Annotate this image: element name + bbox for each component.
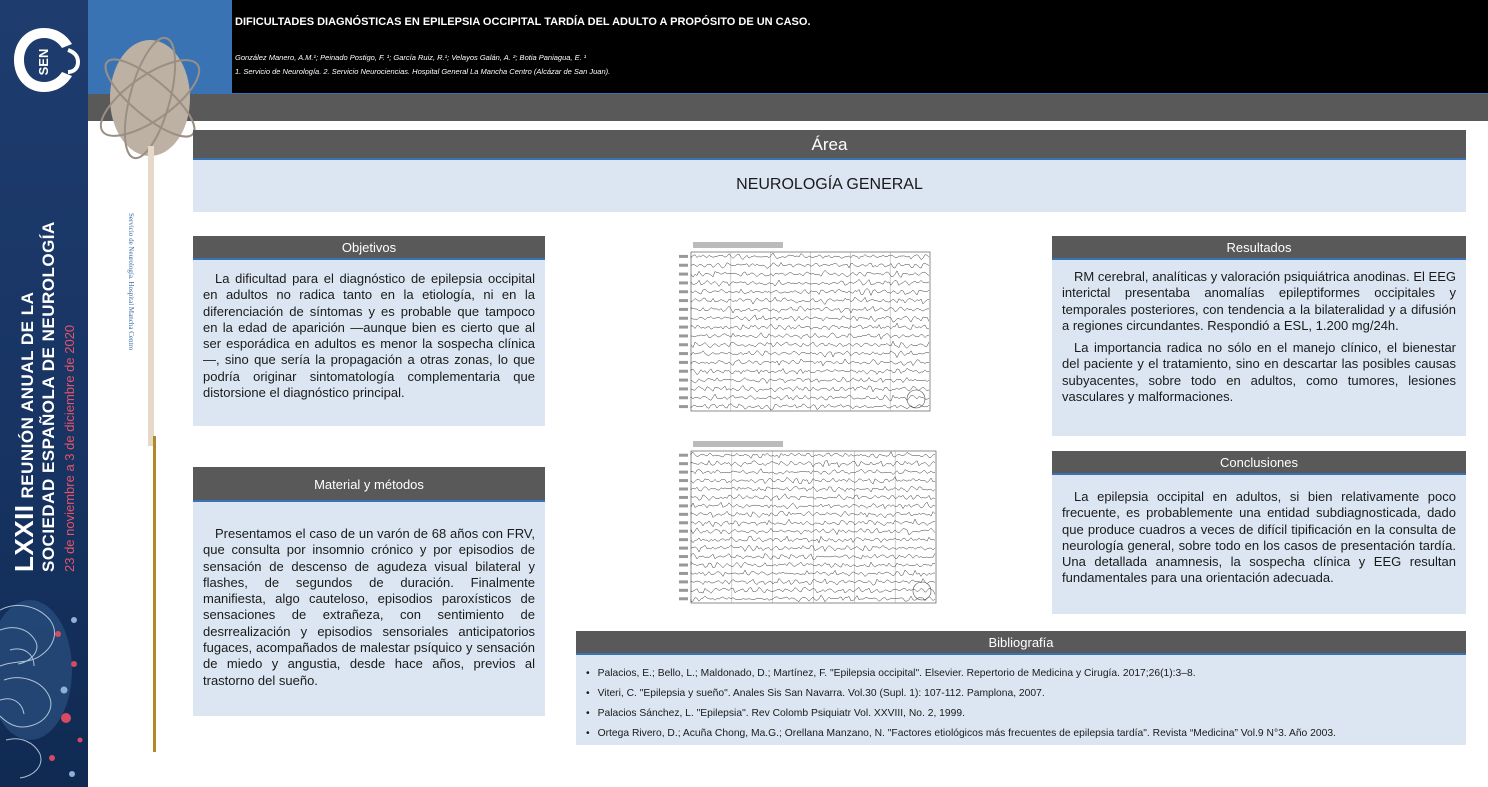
- bibliografia-panel: [576, 631, 1466, 745]
- eeg-channel-label: [679, 396, 688, 399]
- eeg-channel-label: [679, 555, 688, 558]
- eeg-channel-trace: [691, 570, 935, 576]
- area-heading: Área: [193, 130, 1466, 160]
- eeg-channel-label: [679, 379, 688, 382]
- eeg-channel-label: [679, 264, 688, 267]
- material-panel: [193, 467, 545, 716]
- eeg-figure-2: [677, 439, 940, 617]
- eeg-channel-trace: [691, 368, 929, 374]
- eeg-channel-trace: [691, 288, 929, 295]
- eeg-channel-label: [679, 564, 688, 567]
- eeg-channel-label: [679, 317, 688, 320]
- eeg-channel-label: [679, 281, 688, 284]
- bibliografia-heading: Bibliografía: [576, 631, 1466, 655]
- congress-sidebar: [0, 0, 88, 787]
- eeg-channel-trace: [691, 404, 929, 410]
- eeg-channel-label: [679, 538, 688, 541]
- eeg-channel-label: [679, 513, 688, 516]
- eeg-channel-label: [679, 299, 688, 302]
- eeg-channel-trace: [691, 377, 929, 383]
- objetivos-text: La dificultad para el diagnóstico de epilepsia occipital en adultos no radica tanto en la etiología, ni en la diferenciación de síntomas y es probable que tampoco en la edad de aparición —aunque bien es cierto que al ser esporádica en adultos es menor la sospecha clínica—, sino que sería la propagación a otras zonas, lo que podría originar sintomatología complementaria que distorsione el diagnóstico principal.: [203, 271, 535, 401]
- eeg-channel-trace: [691, 578, 935, 585]
- congress-number: LXXII: [9, 504, 39, 572]
- bibliografia-item: • Ortega Rivero, D.; Acuña Chong, Ma.G.; Orellana Manzano, N. "Factores etiológicos más frecuentes de epilepsia tardía". Revista “Medicina” Vol.9 N°3. Año 2003.: [586, 724, 1456, 744]
- eeg-electrode-map-icon: [913, 582, 931, 600]
- eeg-channel-trace: [691, 297, 929, 305]
- material-heading: Material y métodos: [193, 467, 545, 502]
- eeg-channel-trace: [691, 494, 935, 501]
- eeg-channel-trace: [691, 536, 935, 543]
- eeg-channel-label: [679, 326, 688, 329]
- eeg-channel-label: [679, 361, 688, 364]
- eeg-channel-label: [679, 504, 688, 507]
- eeg-channel-trace: [691, 279, 929, 286]
- eeg-header-text: [693, 242, 783, 248]
- atom-pin-icon: [92, 6, 202, 766]
- conclusiones-panel: [1052, 451, 1466, 614]
- congress-dates: 23 de noviembre a 3 de diciembre de 2020: [62, 324, 77, 572]
- eeg-channel-trace: [691, 477, 935, 484]
- eeg-channel-label: [679, 343, 688, 346]
- conclusiones-text: La epilepsia occipital en adultos, si bien relativamente poco frecuente, es probablemente una entidad subdiagnosticada, dado que produce cuadros a veces de difícil tipificación en la consulta de neurología general, sobre todo en los casos de presentación tardía. Una detallada anamnesis, la sospecha clínica y EEG resultan fundamentales para una orientación adecuada.: [1062, 489, 1456, 586]
- poster-affiliations: 1. Servicio de Neurología. 2. Servicio Neurociencias. Hospital General La Mancha Centro (Alcázar de San Juan).: [235, 67, 611, 76]
- eeg-channel-label: [679, 405, 688, 408]
- bibliografia-list: [576, 655, 1466, 744]
- eeg-channel-trace: [691, 545, 935, 552]
- resultados-paragraph: La importancia radica no sólo en el manejo clínico, el bienestar del paciente y el tratamiento, sino en descartar las posibles causas subyacentes, sobre todo en adultos, como tumores, lesiones vasculares y malformaciones.: [1062, 340, 1456, 405]
- eeg-channel-trace: [691, 253, 929, 260]
- eeg-channel-trace: [691, 587, 935, 594]
- congress-line2: SOCIEDAD ESPAÑOLA DE NEUROLOGÍA: [39, 221, 58, 572]
- brain-illustration-icon: [0, 590, 88, 787]
- eeg-channel-label: [679, 479, 688, 482]
- eeg-channel-trace: [691, 351, 929, 358]
- eeg-channel-label: [679, 255, 688, 258]
- eeg-channel-trace: [691, 595, 935, 602]
- resultados-heading: Resultados: [1052, 236, 1466, 260]
- objetivos-panel: [193, 236, 545, 426]
- eeg-channel-label: [679, 290, 688, 293]
- eeg-channel-trace: [691, 452, 935, 459]
- area-panel: [193, 130, 1466, 212]
- eeg-channel-label: [679, 352, 688, 355]
- eeg-channel-label: [679, 308, 688, 311]
- resultados-panel: [1052, 236, 1466, 436]
- eeg-channel-label: [679, 597, 688, 600]
- eeg-channel-trace: [691, 486, 935, 492]
- eeg-channel-trace: [691, 519, 935, 527]
- eeg-channel-label: [679, 521, 688, 524]
- eeg-channel-label: [679, 370, 688, 373]
- poster-authors: González Manero, A.M.¹; Peinado Postigo, F. ¹; García Ruiz, R.¹; Velayos Galán, A. ²; Botia Paniagua, E. ¹: [235, 53, 587, 62]
- area-value: NEUROLOGÍA GENERAL: [736, 176, 923, 193]
- eeg-channel-label: [679, 454, 688, 457]
- eeg-channel-trace: [691, 341, 929, 348]
- eeg-channel-trace: [691, 306, 929, 313]
- eeg-channel-label: [679, 589, 688, 592]
- poster-title: DIFICULTADES DIAGNÓSTICAS EN EPILEPSIA OCCIPITAL TARDÍA DEL ADULTO A PROPÓSITO DE UN CASO.: [235, 16, 811, 28]
- eeg-header-text: [693, 441, 783, 447]
- eeg-channel-trace: [691, 323, 929, 330]
- eeg-channel-trace: [691, 553, 935, 560]
- eeg-channel-trace: [691, 333, 929, 340]
- eeg-channel-trace: [691, 263, 929, 269]
- hospital-label: Servicio de Neurología. Hospital Mancha Centro: [127, 213, 135, 351]
- eeg-channel-label: [679, 471, 688, 474]
- eeg-channel-trace: [691, 562, 935, 568]
- eeg-channel-label: [679, 496, 688, 499]
- eeg-channel-trace: [691, 315, 929, 322]
- eeg-channel-trace: [691, 511, 935, 518]
- eeg-channel-label: [679, 547, 688, 550]
- eeg-channel-label: [679, 273, 688, 276]
- eeg-channel-label: [679, 462, 688, 465]
- bibliografia-item: • Viteri, C. "Epilepsia y sueño". Anales Sis San Navarra. Vol.30 (Supl. 1): 107-112. Pamplona, 2007.: [586, 684, 1456, 704]
- eeg-channel-trace: [691, 359, 929, 366]
- sen-logo-icon: [10, 22, 80, 98]
- eeg-figure-1: [677, 240, 934, 425]
- conclusiones-heading: Conclusiones: [1052, 451, 1466, 475]
- eeg-channel-trace: [691, 469, 935, 475]
- eeg-channel-label: [679, 530, 688, 533]
- eeg-channel-trace: [691, 502, 935, 509]
- eeg-channel-trace: [691, 394, 929, 401]
- congress-line1: REUNIÓN ANUAL DE LA: [18, 291, 37, 499]
- bibliografia-item: • Palacios, E.; Bello, L.; Maldonado, D.; Martínez, F. "Epilepsia occipital". Elsevier. Repertorio de Medicina y Cirugía. 2017;26(1):3–8.: [586, 664, 1456, 684]
- eeg-channel-trace: [691, 270, 929, 277]
- header-band: [88, 94, 1488, 121]
- objetivos-heading: Objetivos: [193, 236, 545, 260]
- material-text: Presentamos el caso de un varón de 68 años con FRV, que consulta por insomnio crónico y por episodios de sensación de descenso de agudeza visual bilateral y flashes, de segundos de duración. Finalmente manifiesta, algo cauteloso, episodios paroxísticos de sensaciones de extrañeza, con sentimiento de desrrealización y episodios sensoriales anticipatorios fugaces, acompañados de malestar psíquico y sensación de miedo y angustia, desde hace años, previos al trastorno del sueño.: [203, 526, 535, 688]
- resultados-paragraph: RM cerebral, analíticas y valoración psiquiátrica anodinas. El EEG interictal presentaba anomalías epileptiformes occipitales y temporales posteriores, con tendencia a la bilateralidad y a difusión a regiones circundantes. Respondió a ESL, 1.200 mg/24h.: [1062, 269, 1456, 333]
- eeg-electrode-map-icon: [907, 390, 925, 408]
- eeg-channel-label: [679, 488, 688, 491]
- eeg-channel-trace: [691, 460, 935, 467]
- logo-text: SEN: [36, 48, 51, 76]
- bibliografia-item: • Palacios Sánchez, L. "Epilepsia". Rev Colomb Psiquiatr Vol. XXVIII, No. 2, 1999.: [586, 704, 1456, 724]
- eeg-channel-label: [679, 580, 688, 583]
- eeg-channel-label: [679, 334, 688, 337]
- eeg-channel-trace: [691, 528, 935, 535]
- poster-header: [232, 0, 1488, 93]
- eeg-channel-trace: [691, 386, 929, 393]
- eeg-channel-label: [679, 387, 688, 390]
- eeg-channel-label: [679, 572, 688, 575]
